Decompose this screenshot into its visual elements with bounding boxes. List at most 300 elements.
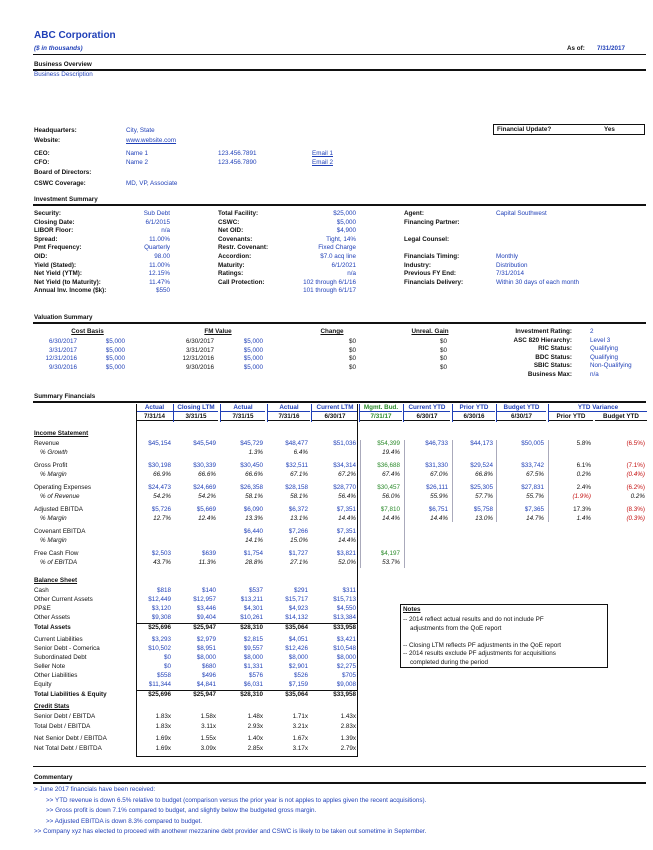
column-header: YTD Variance [549, 404, 647, 412]
financial-cell: (0.3%) [626, 515, 645, 522]
financial-cell: 14.4% [338, 515, 356, 522]
notes-box [400, 604, 608, 668]
financial-cell: $7,351 [336, 506, 356, 513]
investment-label: Industry: [404, 261, 431, 269]
note-line: adjustments from the QoE report [403, 624, 502, 632]
cost-amount: $5,000 [105, 355, 125, 363]
commentary-line: >> Adjusted EBITDA is down 8.3% compared to budget. [46, 817, 203, 825]
investment-value: $550 [155, 287, 170, 295]
notes-title: Notes [403, 606, 421, 613]
financial-cell: $50,005 [521, 440, 544, 447]
financial-cell: $26,358 [240, 484, 263, 491]
column-period: 7/31/15 [221, 413, 265, 421]
change-value: $0 [348, 346, 356, 354]
bs-cell: $12,449 [148, 596, 171, 603]
bs-cell: $3,293 [151, 636, 171, 643]
bs-cell: $12,957 [193, 596, 216, 603]
bs-cell: $8,000 [243, 654, 263, 661]
financial-update-box [493, 124, 645, 135]
financial-cell: (8.3%) [626, 506, 645, 513]
financial-cell: $46,733 [425, 440, 448, 447]
column-divider [452, 404, 453, 422]
bs-cell: $9,404 [196, 614, 216, 621]
credit-stat-cell: 2.93x [247, 723, 263, 730]
row-label: Covenant EBITDA [34, 528, 86, 535]
bs-cell: $818 [156, 587, 171, 594]
row-label: % of EBITDA [40, 559, 78, 566]
bs-cell: $8,000 [196, 654, 216, 661]
bs-cell: $0 [163, 663, 171, 670]
financial-cell: $7,266 [288, 528, 308, 535]
bs-cell: $537 [248, 587, 263, 594]
row-label: % Margin [40, 537, 67, 544]
column-header: Prior YTD [453, 404, 495, 412]
financial-cell: 1.3% [248, 449, 263, 456]
ceo-phone: 123.456.7891 [218, 150, 257, 157]
valuation-status-value: n/a [590, 371, 599, 378]
bs-cell: $12,426 [285, 645, 308, 652]
investment-label: CSWC: [218, 218, 240, 226]
financial-cell: 11.3% [198, 559, 216, 566]
bs-cell: $2,901 [288, 663, 308, 670]
valuation-status-label: Business Max: [527, 371, 572, 378]
credit-stat-cell: 1.71x [292, 713, 308, 720]
financial-cell: $48,477 [285, 440, 308, 447]
investment-rule [33, 204, 646, 206]
row-label: Free Cash Flow [34, 550, 79, 557]
bs-cell: $28,310 [240, 691, 263, 698]
column-header: Current YTD [404, 404, 450, 412]
header-rule [33, 54, 646, 55]
investment-label: Ratings: [218, 270, 244, 278]
financial-cell: 1.4% [576, 515, 591, 522]
investment-label: Financials Timing: [404, 253, 460, 260]
table-rule [452, 440, 453, 522]
website-link[interactable]: www.website.com [126, 137, 177, 144]
investment-label: Net Yield (to Maturity): [34, 278, 101, 286]
cfo-email-link[interactable]: Email 2 [312, 159, 333, 166]
website-label: Website: [34, 137, 61, 144]
financial-cell: 12.7% [153, 515, 171, 522]
financial-cell: $45,154 [148, 440, 171, 447]
column-period: 3/31/15 [174, 413, 218, 421]
credit-stat-cell: 1.55x [200, 735, 216, 742]
cfo-phone: 123.456.7890 [218, 159, 257, 166]
financial-cell: 14.4% [382, 515, 400, 522]
investment-value: 101 through 6/1/17 [303, 287, 356, 295]
financial-cell: 53.7% [382, 559, 400, 566]
investment-label: Spread: [34, 235, 58, 243]
financial-cell: $24,669 [193, 484, 216, 491]
table-rule [548, 440, 549, 522]
bs-cell: $11,344 [148, 681, 171, 688]
column-period: 6/30/17 [497, 413, 546, 421]
bs-label: Seller Note [34, 663, 66, 670]
credit-stat-cell: 1.69x [155, 745, 171, 752]
financial-cell: 5.8% [576, 440, 591, 447]
investment-value: Quarterly [144, 244, 170, 252]
financial-cell: $5,726 [151, 506, 171, 513]
financial-cell: $29,524 [470, 462, 493, 469]
change-value: $0 [348, 363, 356, 371]
investment-value: Fixed Charge [318, 244, 356, 252]
overview-rule [33, 69, 646, 71]
column-period: 7/31/17 [360, 413, 402, 421]
credit-stat-label: Senior Debt / EBITDA [34, 713, 96, 720]
bs-cell: $15,717 [285, 596, 308, 603]
business-description: Business Description [34, 71, 93, 78]
cost-date: 12/31/2016 [45, 355, 77, 363]
bs-cell: $33,958 [333, 691, 356, 698]
investment-value: Sub Debt [143, 210, 170, 217]
note-line: -- 2014 reflect actual results and do not include PF [403, 616, 544, 623]
financial-cell: $34,314 [333, 462, 356, 469]
credit-stat-cell: 1.48x [247, 713, 263, 720]
financial-cell: 67.2% [338, 471, 356, 478]
financial-cell: $6,751 [428, 506, 448, 513]
financial-cell: 57.7% [475, 493, 493, 500]
investment-value: 11.47% [149, 278, 170, 286]
bs-cell: $13,211 [240, 596, 263, 603]
financial-cell: 54.2% [198, 493, 216, 500]
investment-label: Net Yield (YTM): [34, 270, 82, 278]
investment-value: n/a [161, 227, 170, 235]
financial-cell: 13.3% [245, 515, 263, 522]
financial-cell: 14.4% [430, 515, 448, 522]
row-label: Revenue [34, 440, 60, 447]
financial-cell: 17.3% [573, 506, 591, 513]
credit-stat-label: Net Total Debt / EBITDA [34, 745, 102, 752]
fm-amount: $5,000 [243, 355, 263, 363]
ceo-label: CEO: [34, 150, 50, 157]
bs-cell: $35,064 [285, 691, 308, 698]
cost-amount: $5,000 [105, 346, 125, 354]
investment-label: Financing Partner: [404, 218, 460, 226]
financial-cell: $30,450 [240, 462, 263, 469]
valuation-summary-title: Valuation Summary [34, 314, 93, 321]
investment-summary-title: Investment Summary [34, 196, 98, 203]
bs-cell: $705 [341, 672, 356, 679]
valuation-status-label: ASC 820 Hierarchy: [513, 336, 572, 344]
bs-cell: $10,502 [148, 645, 171, 652]
coverage-label: CSWC Coverage: [34, 180, 86, 187]
coverage-value: MD, VP, Associate [126, 180, 178, 187]
board-label: Board of Directors: [34, 169, 92, 176]
financial-cell: $45,549 [193, 440, 216, 447]
bs-cell: $9,308 [151, 614, 171, 621]
bs-cell: $8,951 [196, 645, 216, 652]
investment-label: Accordion: [218, 253, 252, 260]
financial-cell: $30,339 [193, 462, 216, 469]
change-value: $0 [348, 355, 356, 363]
investment-label: LIBOR Floor: [34, 227, 74, 235]
business-overview-title: Business Overview [34, 61, 92, 68]
investment-label: Financials Delivery: [404, 278, 464, 286]
column-header: Closing LTM [174, 404, 218, 412]
financial-cell: 19.4% [382, 449, 400, 456]
column-header: Actual [221, 404, 265, 412]
bs-cell: $140 [201, 587, 216, 594]
financial-cell: 66.8% [475, 471, 493, 478]
investment-label: Maturity: [218, 261, 245, 269]
change-value: $0 [348, 338, 356, 345]
row-label: Operating Expenses [34, 484, 92, 491]
note-line: -- Closing LTM reflects PF adjustments in the QoE report [403, 641, 562, 649]
investment-label: Call Protection: [218, 278, 265, 286]
column-header: Actual [136, 404, 173, 412]
financial-cell: 66.9% [153, 471, 171, 478]
credit-stat-cell: 1.69x [155, 735, 171, 742]
bs-cell: $10,548 [333, 645, 356, 652]
financial-cell: $2,503 [151, 550, 171, 557]
commentary-line: >> Company xyz has elected to proceed with anothewr mezzanine debt provider and CSWC is likely to be taken out sometime in September. [34, 828, 427, 835]
financial-cell: 66.6% [198, 471, 216, 478]
financial-cell: $27,831 [521, 484, 544, 491]
financial-cell: 58.1% [290, 493, 308, 500]
investment-value: 102 through 6/1/16 [303, 278, 356, 286]
credit-stat-cell: 1.58x [200, 713, 216, 720]
investment-label: Covenants: [218, 235, 253, 243]
investment-value: $25,000 [333, 210, 356, 217]
investment-value: $4,900 [336, 227, 356, 235]
financial-cell: $24,473 [148, 484, 171, 491]
bs-cell: $25,696 [148, 691, 171, 698]
investment-label: OID: [34, 253, 48, 260]
financial-cell: 12.4% [198, 515, 216, 522]
financial-cell: $26,111 [426, 484, 448, 491]
credit-stat-cell: 1.43x [340, 713, 356, 720]
credit-stat-cell: 1.39x [340, 735, 356, 742]
investment-label: Yield (Stated): [34, 261, 77, 269]
summary-financials-title: Summary Financials [34, 393, 96, 400]
financial-cell: $28,158 [285, 484, 308, 491]
investment-value: 12.15% [148, 270, 170, 278]
column-period: 7/31/14 [136, 413, 173, 421]
column-header: Budget YTD [497, 404, 546, 412]
commentary-line: >> YTD revenue is down 6.5% relative to budget (comparison versus the prior year is not apples to apples given the recent acquisitions). [46, 796, 427, 804]
credit-stat-cell: 1.83x [155, 713, 171, 720]
bs-cell: $6,031 [243, 681, 263, 688]
balance-sheet-title: Balance Sheet [34, 577, 78, 584]
bs-label: Total Assets [34, 624, 71, 631]
bs-cell: $3,446 [196, 605, 216, 612]
unreal-gain-value: $0 [439, 346, 447, 354]
bs-label: Other Current Assets [34, 596, 93, 603]
unreal-gain-value: $0 [439, 338, 447, 345]
bs-cell: $7,159 [288, 681, 308, 688]
bs-cell: $4,550 [336, 605, 356, 612]
investment-label: Net OID: [218, 227, 244, 235]
fm-amount: $5,000 [243, 346, 263, 354]
valuation-status-label: SBIC Status: [533, 362, 572, 370]
bs-label: Total Liabilities & Equity [34, 691, 107, 698]
bs-cell: $680 [201, 663, 216, 670]
table-rule [360, 440, 361, 568]
credit-stat-cell: 2.85x [247, 745, 263, 752]
commentary-line: >> Gross profit is down 7.1% compared to budget, and slightly below the budgeted gross margin. [46, 807, 317, 814]
financial-cell: $6,090 [243, 506, 263, 513]
cost-basis-header: Cost Basis [71, 328, 104, 335]
credit-stat-cell: 3.21x [292, 723, 308, 730]
investment-value: 11.00% [149, 261, 170, 269]
financial-cell: $639 [201, 550, 216, 557]
fm-date: 12/31/2016 [182, 355, 214, 363]
bs-cell: $4,051 [288, 636, 308, 643]
bs-cell: $291 [293, 587, 308, 594]
column-period: 6/30/17 [312, 413, 358, 421]
valuation-status-value: Qualifying [590, 353, 619, 361]
financials-box [136, 404, 358, 757]
row-label: Gross Profit [34, 462, 68, 469]
investment-label: Restr. Covenant: [218, 244, 269, 252]
row-label: % Growth [40, 449, 68, 456]
bs-cell: $13,384 [333, 614, 356, 621]
commentary-rule [33, 782, 646, 784]
bs-cell: $3,421 [336, 636, 356, 643]
financial-cell: 28.8% [245, 559, 263, 566]
investment-label: Security: [34, 210, 61, 217]
investment-value: 7/31/2014 [496, 270, 525, 278]
bs-cell: $526 [293, 672, 308, 679]
cost-date: 9/30/2016 [48, 363, 77, 371]
financial-cell: $6,440 [243, 528, 263, 535]
unreal-gain-header: Unreal. Gain [411, 328, 449, 335]
investment-value: n/a [347, 270, 356, 278]
financial-cell: $30,198 [148, 462, 171, 469]
cfo-name: Name 2 [126, 159, 149, 166]
column-divider [359, 404, 360, 422]
fm-value-header: FM Value [204, 328, 232, 335]
ceo-email-link[interactable]: Email 1 [312, 150, 333, 157]
unreal-gain-value: $0 [439, 355, 447, 363]
bs-cell: $311 [342, 587, 356, 594]
financial-cell: 67.5% [526, 471, 544, 478]
bs-cell: $2,815 [243, 636, 263, 643]
ceo-name: Name 1 [126, 150, 149, 157]
investment-value: 6/1/2015 [145, 218, 170, 226]
note-line: -- 2014 results exclude PF adjustments for acquisitions [403, 650, 556, 658]
bs-cell: $4,841 [196, 681, 216, 688]
credit-stat-cell: 1.40x [247, 735, 263, 742]
column-header: Current LTM [312, 404, 358, 412]
bs-label: Cash [34, 587, 49, 594]
financial-cell: $4,197 [380, 550, 400, 557]
financial-cell: $45,729 [240, 440, 263, 447]
credit-stat-cell: 3.11x [201, 723, 216, 730]
bs-cell: $3,120 [151, 605, 171, 612]
credit-stat-cell: 2.79x [340, 745, 356, 752]
valuation-status-value: Qualifying [590, 345, 619, 353]
financial-cell: 14.1% [245, 537, 263, 544]
bs-cell: $576 [248, 672, 263, 679]
investment-value: $7.0 acq line [320, 253, 356, 260]
bs-cell: $35,064 [285, 624, 308, 631]
financial-cell: (6.5%) [626, 440, 645, 447]
bs-cell: $28,310 [240, 624, 263, 631]
table-rule [404, 440, 405, 568]
bs-cell: $1,331 [243, 663, 263, 670]
financial-cell: $25,305 [470, 484, 493, 491]
financial-cell: $31,330 [425, 462, 448, 469]
valuation-status-label: RIC Status: [538, 345, 572, 353]
fm-amount: $5,000 [243, 363, 263, 371]
financial-cell: 14.4% [338, 537, 356, 544]
bs-cell: $4,301 [243, 605, 263, 612]
bs-cell: $25,947 [193, 624, 216, 631]
table-rule [496, 440, 497, 522]
fm-date: 3/31/2017 [185, 346, 214, 354]
bs-cell: $496 [201, 672, 216, 679]
bs-cell: $8,000 [336, 654, 356, 661]
investment-value: Capital Southwest [496, 210, 547, 217]
financial-cell: $3,821 [336, 550, 356, 557]
financial-cell: 67.4% [382, 471, 400, 478]
row-label: % Margin [40, 471, 67, 478]
financial-cell: $32,511 [285, 462, 308, 469]
valuation-rule [33, 322, 646, 324]
financial-cell: (0.4%) [626, 471, 645, 478]
hq-value: City, State [126, 127, 155, 134]
financial-cell: 0.2% [576, 471, 591, 478]
fm-amount: $5,000 [243, 338, 263, 345]
financial-cell: $33,742 [521, 462, 544, 469]
units-note: ($ in thousands) [34, 45, 83, 52]
financial-cell: 6.4% [293, 449, 308, 456]
financial-cell: 55.9% [430, 493, 448, 500]
investment-label: Pmt Frequency: [34, 244, 82, 252]
bs-cell: $2,979 [196, 636, 216, 643]
credit-stat-cell: 3.09x [200, 745, 216, 752]
bs-cell: $25,947 [193, 691, 216, 698]
bs-label: Other Assets [34, 614, 71, 621]
row-label: % Margin [40, 515, 67, 522]
note-line: completed during the period [403, 659, 489, 666]
investment-label: Legal Counsel: [404, 235, 450, 243]
financial-cell: (1.9%) [572, 493, 591, 500]
financial-cell: $7,351 [336, 528, 356, 535]
financial-cell: $28,770 [333, 484, 356, 491]
financial-cell: $6,372 [288, 506, 308, 513]
company-title: ABC Corporation [34, 30, 116, 41]
column-period: Budget YTD [595, 413, 647, 421]
investment-value: Within 30 days of each month [496, 278, 579, 286]
financials-bottom-rule [33, 766, 646, 767]
valuation-status-value: Non-Qualifying [590, 362, 632, 370]
financial-cell: $30,457 [377, 484, 400, 491]
bs-cell: $33,958 [333, 624, 356, 631]
investment-value: 6/1/2021 [331, 261, 356, 269]
credit-stat-label: Total Debt / EBITDA [34, 723, 91, 730]
financial-cell: 56.0% [382, 493, 400, 500]
bs-cell: $14,132 [285, 614, 308, 621]
investment-label: Annual Inv. Income ($k): [34, 287, 107, 295]
bs-cell: $8,000 [288, 654, 308, 661]
cost-amount: $5,000 [105, 338, 125, 345]
financial-cell: 13.1% [290, 515, 308, 522]
financial-cell: 6.1% [576, 462, 591, 469]
column-divider [403, 404, 404, 422]
bs-cell: $9,008 [336, 681, 356, 688]
financial-cell: 15.0% [290, 537, 308, 544]
financial-cell: 56.4% [338, 493, 356, 500]
investment-value: $5,000 [336, 218, 356, 226]
bs-cell: $10,261 [240, 614, 263, 621]
commentary-line: > June 2017 financials have been received: [34, 786, 156, 793]
financial-cell: 14.7% [526, 515, 544, 522]
bs-cell: $25,696 [148, 624, 171, 631]
row-label: Adjusted EBITDA [34, 506, 83, 513]
financial-update-value: Yes [604, 126, 615, 133]
